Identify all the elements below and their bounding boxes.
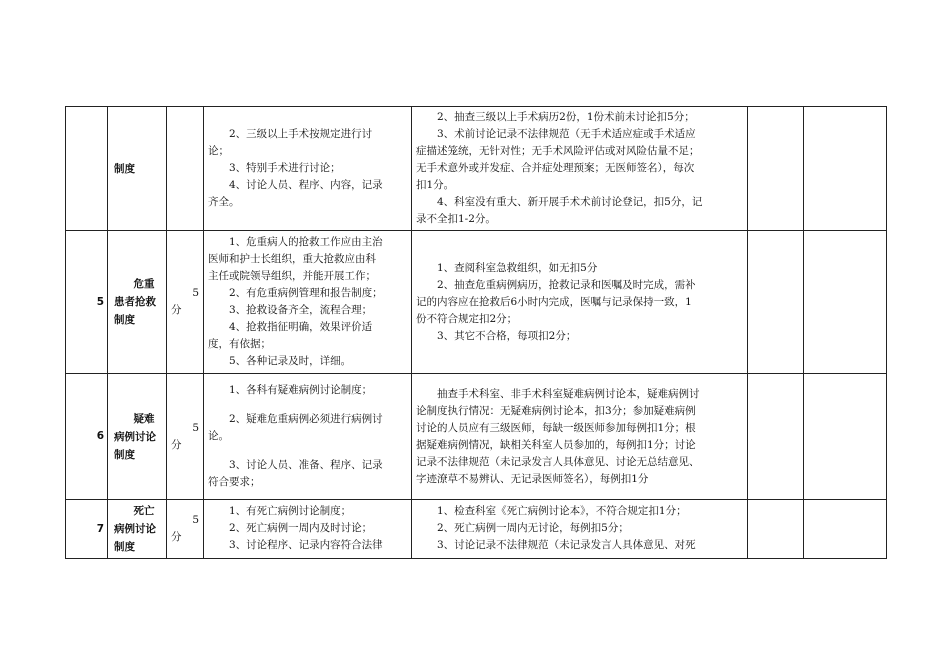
text-line: 份不符合规定扣2分； (416, 312, 518, 325)
text-line: 2、三级以上手术按规定进行讨 (229, 128, 373, 140)
text-line: 记录不法律规范（未记录发言人具体意见、讨论无总结意见、 (416, 455, 700, 468)
text-line: 医师和护士长组织，重大抢救应由科 (208, 253, 376, 265)
table-row (66, 374, 887, 500)
text-line: 记的内容应在抢救后6小时内完成，医嘱与记录保持一致，1 (416, 295, 692, 308)
standard-cell (204, 374, 412, 500)
text-line: 1、查阅科室急救组织，如无扣5分 (437, 261, 598, 274)
text-line: 符合要求； (208, 476, 261, 488)
empty-cell (804, 500, 887, 559)
score-cell (167, 231, 204, 374)
text-line: 1、各科有疑难病例讨论制度； (229, 384, 373, 396)
score-unit: 分 (171, 531, 182, 543)
text-line: 扣1分。 (416, 179, 455, 191)
text-line: 无手术意外或并发症、合并症处理预案；无医师签名），每次 (416, 162, 695, 174)
score-cell (167, 374, 204, 500)
item-name-cell (108, 231, 167, 374)
text-line: 症描述笼统，无针对性；无手术风险评估或对风险估量不足； (416, 145, 700, 157)
row-number-cell: 7 (66, 500, 108, 559)
method-cell (412, 374, 748, 500)
text-line: 5、各种记录及时，详细。 (229, 355, 352, 367)
text-line: 齐全。 (208, 196, 240, 208)
row-number-cell: 6 (66, 374, 108, 500)
table-row (66, 107, 887, 231)
method-cell (412, 107, 748, 231)
text-line: 1、检查科室《死亡病例讨论本》，不符合规定扣1分； (437, 505, 687, 517)
standard-cell (204, 107, 412, 231)
standard-cell (204, 231, 412, 374)
standard-cell (204, 500, 412, 559)
empty-cell (748, 107, 804, 231)
row-number-cell (66, 107, 108, 231)
text-line: 度，有依据； (208, 338, 271, 350)
text-line: 3、特别手术进行讨论； (229, 162, 341, 174)
text-line: 2、死亡病例一周内及时讨论； (229, 522, 373, 534)
item-name-line: 患者抢救 (114, 296, 156, 308)
text-line: 讨论的人员应有三级医师，每缺一级医师参加每例扣1分；根 (416, 421, 696, 434)
empty-cell (804, 231, 887, 374)
item-name-line: 疑难 (133, 412, 155, 425)
text-line: 4、抢救指征明确，效果评价适 (229, 321, 373, 333)
table-row (66, 231, 887, 374)
text-line: 据疑难病例情况，缺相关科室人员参加的，每例扣1分；讨论 (416, 438, 696, 451)
text-line: 4、科室没有重大、新开展手术术前讨论登记，扣5分，记 (437, 196, 703, 208)
item-name-line: 病例讨论 (114, 523, 156, 535)
item-name-line: 制度 (114, 314, 135, 326)
empty-cell (804, 107, 887, 231)
text-line: 2、疑难危重病例必须进行病例讨 (229, 413, 383, 425)
method-cell (412, 500, 748, 559)
text-line: 抽查手术科室、非手术科室疑难病例讨论本，疑难病例讨 (437, 387, 700, 400)
item-name-cell (108, 374, 167, 500)
item-name-line: 制度 (114, 541, 135, 553)
text-line: 4、讨论人员、程序、内容，记录 (229, 179, 383, 191)
item-name-line: 制度 (114, 448, 135, 461)
standards-table (65, 106, 887, 559)
text-line: 2、抽查三级以上手术病历2份，1份术前未讨论扣5分； (437, 111, 695, 123)
text-line: 录不全扣1-2分。 (416, 213, 496, 225)
text-line: 1、危重病人的抢救工作应由主治 (229, 236, 383, 248)
text-line: 3、讨论人员、准备、程序、记录 (229, 459, 383, 471)
item-name-line: 病例讨论 (114, 430, 156, 443)
method-cell (412, 231, 748, 374)
text-line: 2、死亡病例一周内无讨论，每例扣5分； (437, 522, 629, 534)
table-row (66, 500, 887, 559)
score-value: 5 (192, 287, 199, 299)
empty-cell (748, 231, 804, 374)
score-value: 5 (192, 514, 199, 526)
text-line: 字迹潦草不易辨认、无记录医师签名），每例扣1分 (416, 472, 649, 485)
text-line: 3、其它不合格，每项扣2分； (437, 329, 577, 342)
text-line (208, 399, 406, 411)
text-line: 3、抢救设备齐全，流程合理； (229, 304, 373, 316)
score-cell (167, 107, 204, 231)
score-unit: 分 (171, 304, 182, 316)
row-number-cell: 5 (66, 231, 108, 374)
item-name-cell (108, 500, 167, 559)
text-line: 1、有死亡病例讨论制度； (229, 505, 352, 517)
item-name-line: 死亡 (133, 505, 155, 517)
text-line: 3、术前讨论记录不法律规范（无手术适应症或手术适应 (437, 128, 696, 140)
text-line: 论制度执行情况：无疑难病例讨论本，扣3分；参加疑难病例 (416, 404, 696, 417)
empty-cell (748, 374, 804, 500)
empty-cell (748, 500, 804, 559)
text-line: 2、有危重病例管理和报告制度； (229, 287, 383, 299)
score-cell (167, 500, 204, 559)
text-line: 论； (208, 145, 229, 157)
text-line: 主任或院领导组织，并能开展工作； (208, 270, 376, 282)
item-name-line: 危重 (133, 278, 155, 290)
text-line (208, 445, 406, 457)
text-line: 论。 (208, 430, 229, 442)
text-line: 3、讨论程序、记录内容符合法律 (229, 539, 383, 551)
item-name-line: 制度 (114, 162, 135, 175)
score-unit: 分 (171, 438, 182, 451)
item-name-cell (108, 107, 167, 231)
empty-cell (804, 374, 887, 500)
text-line: 2、抽查危重病例病历，抢救记录和医嘱及时完成，需补 (437, 278, 696, 291)
score-value: 5 (192, 421, 199, 434)
text-line: 3、讨论记录不法律规范（未记录发言人具体意见、对死 (437, 539, 696, 551)
